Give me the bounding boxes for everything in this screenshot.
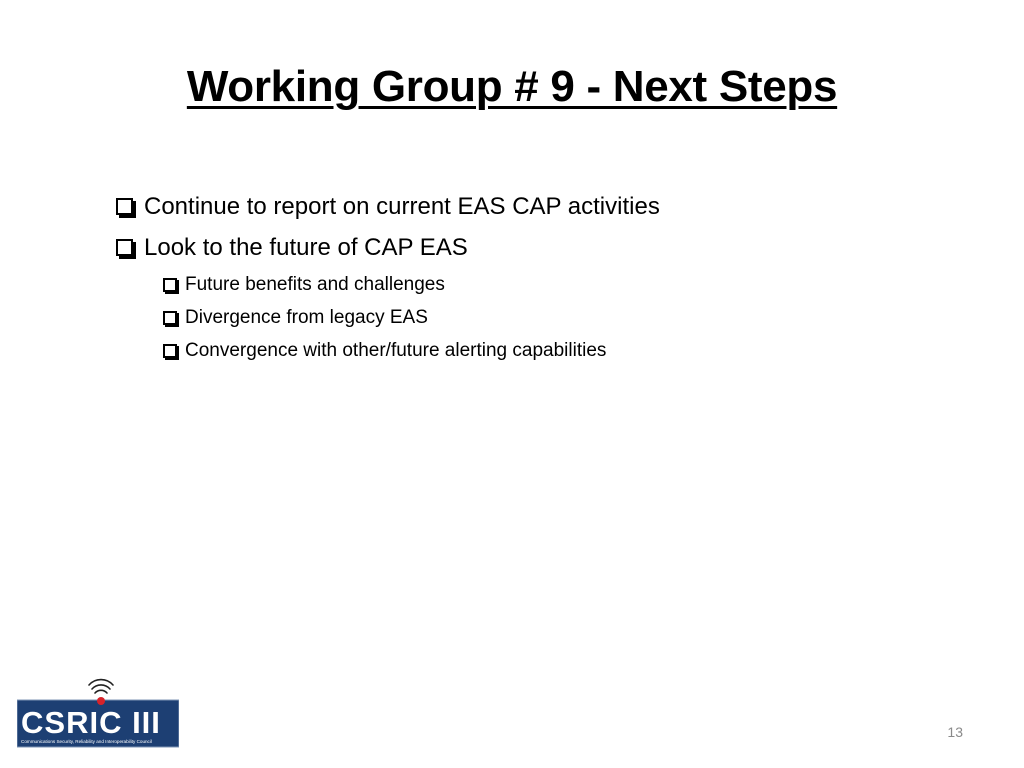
bullet-item [116,227,976,268]
sub-bullet-item [116,301,976,334]
slide-title: Working Group # 9 - Next Steps [186,62,838,111]
checkbox-square-icon [116,198,133,215]
sub-bullet-text: Future benefits and challenges [185,273,445,295]
checkbox-square-icon [116,239,133,256]
page-number: 13 [947,724,963,740]
bullet-text: Look to the future of CAP EAS [144,233,468,261]
checkbox-square-icon [163,311,177,325]
svg-text:CSRIC III: CSRIC III [21,705,161,740]
checkbox-square-icon [163,278,177,292]
sub-bullet-text: Convergence with other/future alerting capabilities [185,339,607,361]
sub-bullet-text: Divergence from legacy EAS [185,306,428,328]
bullet-item [116,186,976,227]
svg-text:Communications Security, Relia: Communications Security, Reliability and Interoperability Council [21,739,152,744]
csric-logo [17,678,179,750]
wireless-signal-icon [89,680,113,693]
bullet-text: Continue to report on current EAS CAP activities [144,192,660,220]
checkbox-square-icon [163,344,177,358]
bullet-list [116,186,976,367]
sub-bullet-item [116,334,976,367]
sub-bullet-item [116,268,976,301]
